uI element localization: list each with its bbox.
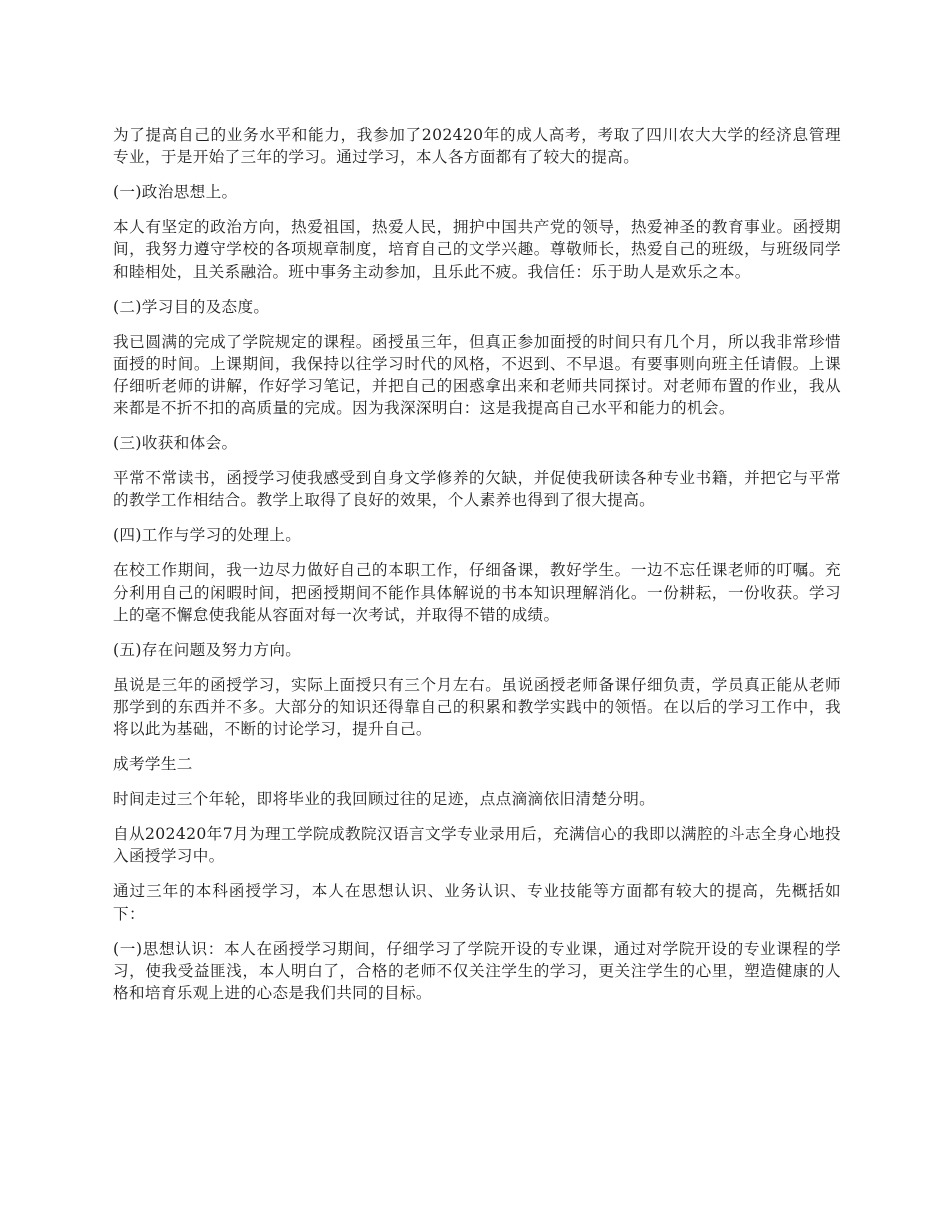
paragraph-looking-back: 时间走过三个年轮，即将毕业的我回顾过往的足迹，点点滴滴依旧清楚分明。 (113, 790, 656, 809)
paragraph-political-thought: 本人有坚定的政治方向，热爱祖国，热爱人民，拥护中国共产党的领导，热爱神圣的教育事业。函授期间，我努力遵守学校的各项规章制度，培育自己的文学兴趣。尊敬师长，热爱自己的班级，与班级同学和睦相处，且关系融洽。班中事务主动参加，且乐此不疲。我信任：乐于助人是欢乐之本。 (113, 218, 841, 281)
paragraph-study-attitude: 我已圆满的完成了学院规定的课程。函授虽三年，但真正参加面授的时间只有几个月，所以我非常珍惜面授的时间。上课期间，我保持以往学习时代的风格，不迟到、不早退。有要事则向班主任请假。上课仔细听老师的讲解，作好学习笔记，并把自己的困惑拿出来和老师共同探讨。对老师布置的作业，我从来都是不折不扣的高质量的完成。因为我深深明白：这是我提高自己水平和能力的机会。 (113, 332, 841, 418)
paragraph-summary: 通过三年的本科函授学习，本人在思想认识、业务认识、专业技能等方面都有较大的提高，先概括如下： (113, 882, 841, 923)
paragraph-intro: 为了提高自己的业务水平和能力，我参加了202420年的成人高考，考取了四川农大大学的经济息管理专业，于是开始了三年的学习。通过学习，本人各方面都有了较大的提高。 (113, 126, 841, 167)
paragraph-problems: 虽说是三年的函授学习，实际上面授只有三个月左右。虽说函授老师备课仔细负责，学员真正能从老师那学到的东西并不多。大部分的知识还得靠自己的积累和教学实践中的领悟。在以后的学习工作中，我将以此为基础，不断的讨论学习，提升自己。 (113, 675, 841, 739)
paragraph-gains: 平常不常读书，函授学习使我感受到自身文学修养的欠缺，并促使我研读各种专业书籍，并把它与平常的教学工作相结合。教学上取得了良好的效果，个人素养也得到了很大提高。 (113, 469, 841, 510)
heading-political-thought: (一)政治思想上。 (113, 183, 238, 202)
section-title-student-two: 成考学生二 (113, 755, 193, 774)
paragraph-work-study: 在校工作期间，我一边尽力做好自己的本职工作，仔细备课，教好学生。一边不忘任课老师的叮嘱。充分利用自己的闲暇时间，把函授期间不能作具体解说的书本知识理解消化。一份耕耘，一份收获。学习上的毫不懈怠使我能从容面对每一次考试，并取得不错的成绩。 (113, 561, 841, 624)
heading-study-attitude: (二)学习目的及态度。 (113, 297, 270, 316)
heading-problems: (五)存在问题及努力方向。 (113, 640, 302, 659)
document-body (113, 124, 841, 1017)
heading-gains: (三)收获和体会。 (113, 434, 238, 453)
paragraph-enrollment: 自从202420年7月为理工学院成教院汉语言文学专业录用后，充满信心的我即以满腔的斗志全身心地投入函授学习中。 (113, 825, 841, 866)
paragraph-ideological: (一)思想认识：本人在函授学习期间，仔细学习了学院开设的专业课，通过对学院开设的专业课程的学习，使我受益匪浅，本人明白了，合格的老师不仅关注学生的学习，更关注学生的心里，塑造健康的人格和培育乐观上进的心态是我们共同的目标。 (113, 939, 841, 1003)
heading-work-study: (四)工作与学习的处理上。 (113, 526, 302, 545)
